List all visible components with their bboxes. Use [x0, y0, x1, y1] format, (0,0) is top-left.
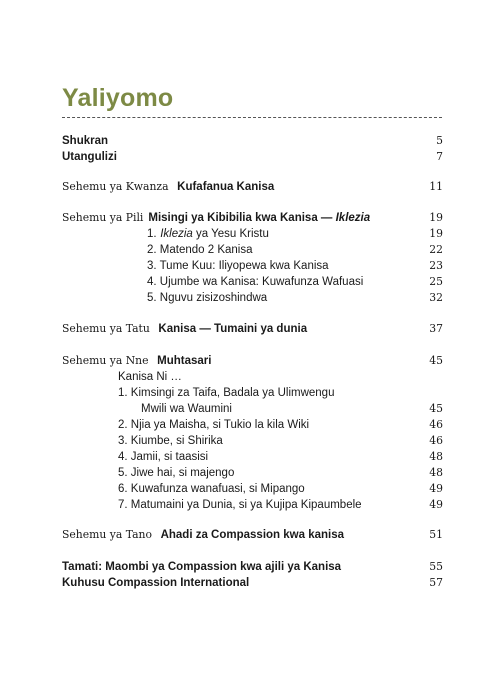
toc-page-number: 46	[429, 418, 443, 431]
toc-subentry-label: 5. Nguvu zisizoshindwa	[147, 292, 268, 304]
toc-intro-text: Kanisa Ni …	[118, 371, 182, 383]
toc-part-3[interactable]	[62, 321, 443, 337]
toc-subentry-label: 3. Kiumbe, si Shirika	[118, 435, 223, 447]
toc-subentry-label: 3. Tume Kuu: Iliyopewa kwa Kanisa	[147, 260, 329, 272]
toc-entry-label: Shukran	[62, 135, 109, 147]
toc-part-section: Sehemu ya Kwanza	[62, 180, 169, 193]
toc-part-5[interactable]	[62, 527, 443, 543]
toc-subentry[interactable]	[147, 226, 443, 242]
toc-subentry-label: 1. Kimsingi za Taifa, Badala ya Ulimwengu	[118, 387, 335, 399]
toc-page-number: 48	[429, 450, 443, 463]
toc-intro-line	[118, 369, 443, 385]
toc-page-number: 45	[429, 402, 443, 415]
toc-subentry-italic: Iklezia	[160, 228, 193, 240]
page-title: Yaliyomo	[62, 84, 174, 112]
toc-subentry-number: 1.	[147, 228, 157, 240]
toc-page-number: 32	[429, 291, 443, 304]
toc-page-number: 22	[429, 243, 443, 256]
toc-subentry-label: 5. Jiwe hai, si majengo	[118, 467, 235, 479]
toc-part-section: Sehemu ya Pili	[62, 211, 144, 224]
toc-entry-label: Utangulizi	[62, 151, 117, 163]
toc-subentry-label: 6. Kuwafunza wanafuasi, si Mipango	[118, 483, 305, 495]
toc-part-section: Sehemu ya Nne	[62, 354, 149, 367]
toc-part-title: Ahadi za Compassion kwa kanisa	[160, 529, 344, 541]
toc-page-number: 57	[429, 576, 443, 589]
toc-subentry[interactable]	[118, 449, 443, 465]
toc-subentry[interactable]	[118, 385, 443, 401]
toc-part-title: Muhtasari	[157, 355, 212, 367]
toc-page-number: 37	[429, 322, 443, 335]
toc-page-number: 19	[429, 211, 443, 224]
toc-part-title: Kufafanua Kanisa	[177, 181, 275, 193]
toc-subentry-label: 7. Matumaini ya Dunia, si ya Kujipa Kipaumbele	[118, 499, 362, 511]
toc-subentry[interactable]	[118, 497, 443, 513]
toc-subentry-label: Mwili wa Waumini	[141, 403, 232, 415]
toc-entry-shukran[interactable]	[62, 133, 443, 149]
toc-subentry[interactable]	[118, 433, 443, 449]
toc-entry-label: Kuhusu Compassion International	[62, 577, 250, 589]
toc-entry-tamati[interactable]	[62, 559, 443, 575]
toc-page-number: 51	[429, 528, 443, 541]
toc-entry-kuhusu[interactable]	[62, 575, 443, 591]
toc-page-number: 19	[429, 227, 443, 240]
toc-part-1[interactable]	[62, 179, 443, 195]
toc-subentry[interactable]	[147, 274, 443, 290]
toc-page-number: 25	[429, 275, 443, 288]
toc-subentry[interactable]	[118, 481, 443, 497]
toc-page-number: 7	[436, 150, 443, 163]
toc-subentry-label: 2. Njia ya Maisha, si Tukio la kila Wiki	[118, 419, 310, 431]
toc-page-number: 5	[436, 134, 443, 147]
toc-subentry-label: 4. Jamii, si taasisi	[118, 451, 209, 463]
toc-part-4[interactable]	[62, 353, 443, 369]
toc-part-section: Sehemu ya Tatu	[62, 322, 150, 335]
toc-page-number: 11	[429, 180, 443, 193]
toc-subentry[interactable]	[118, 465, 443, 481]
toc-part-section: Sehemu ya Tano	[62, 528, 152, 541]
toc-subentry[interactable]	[147, 242, 443, 258]
toc-subentry-label: 4. Ujumbe wa Kanisa: Kuwafunza Wafuasi	[147, 276, 364, 288]
toc-page-number: 45	[429, 354, 443, 367]
toc-subentry-label: ya Yesu Kristu	[192, 228, 269, 240]
toc-page-number: 49	[429, 482, 443, 495]
toc-entry-utangulizi[interactable]	[62, 149, 443, 165]
toc-part-2[interactable]	[62, 210, 443, 226]
toc-page-number: 49	[429, 498, 443, 511]
toc-subentry[interactable]	[118, 417, 443, 433]
toc-page-number: 23	[429, 259, 443, 272]
toc-page-number: 55	[429, 560, 443, 573]
toc-subentry[interactable]	[147, 290, 443, 306]
toc-part-title-italic: Iklezia	[335, 212, 371, 224]
toc-page-number: 46	[429, 434, 443, 447]
title-divider	[62, 117, 442, 118]
toc-subentry[interactable]	[147, 258, 443, 274]
toc-part-title: Misingi ya Kibibilia kwa Kanisa —	[148, 212, 336, 224]
toc-subentry-label: 2. Matendo 2 Kanisa	[147, 244, 253, 256]
toc-part-title: Kanisa — Tumaini ya dunia	[158, 323, 308, 335]
toc-entry-label: Tamati: Maombi ya Compassion kwa ajili ya Kanisa	[62, 561, 342, 573]
toc-page-number: 48	[429, 466, 443, 479]
toc-subentry-continuation[interactable]	[141, 401, 443, 417]
